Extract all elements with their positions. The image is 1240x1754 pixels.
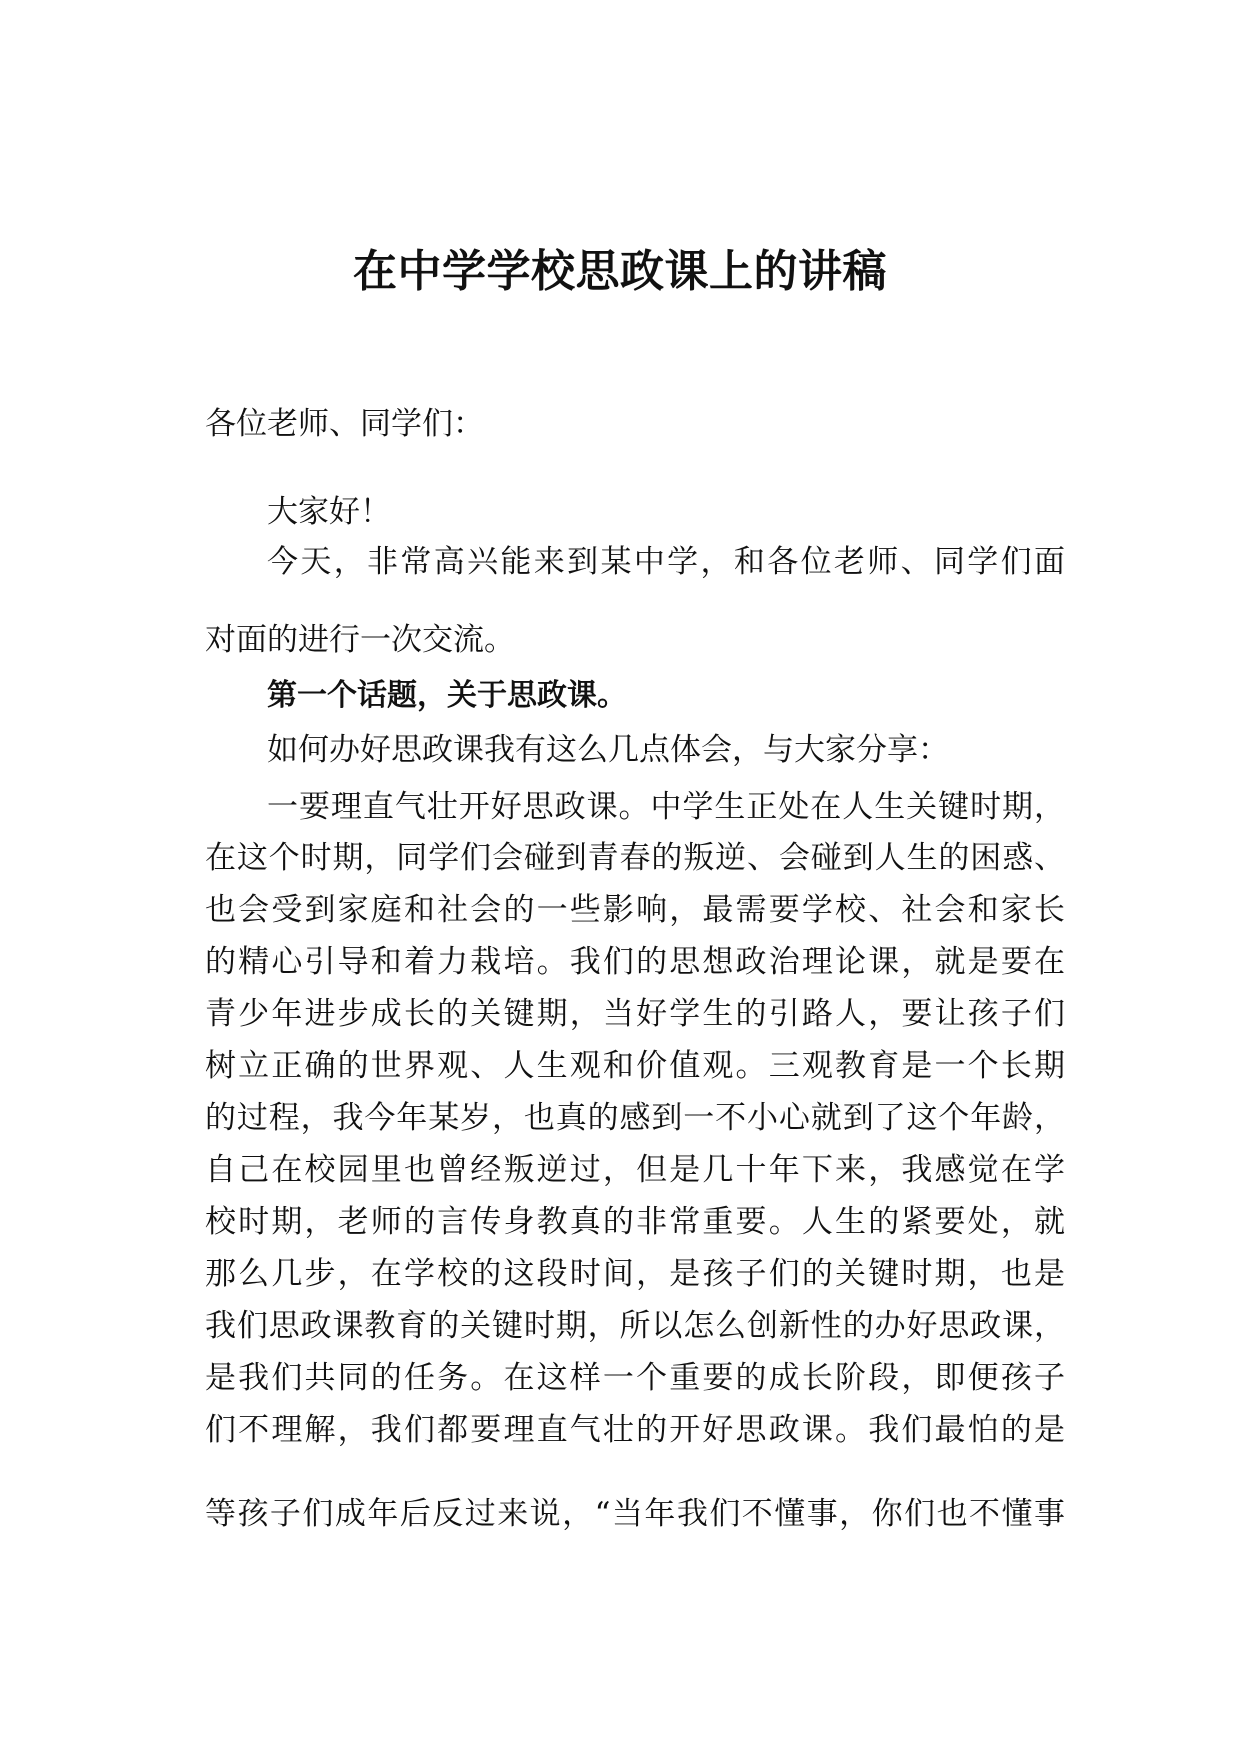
salutation: 各位老师、同学们： (205, 406, 484, 442)
paragraph-line: 自己在校园里也曾经叛逆过，但是几十年下来，我感觉在学 (205, 1152, 1065, 1188)
paragraph-line: 在这个时期，同学们会碰到青春的叛逆、会碰到人生的困惑、 (205, 840, 1065, 876)
paragraph-line: 等孩子们成年后反过来说，“当年我们不懂事，你们也不懂事 (205, 1496, 1065, 1532)
paragraph-line: 一要理直气壮开好思政课。中学生正处在人生关键时期， (267, 789, 1065, 825)
paragraph-line: 对面的进行一次交流。 (205, 622, 515, 658)
paragraph-line: 那么几步，在学校的这段时间，是孩子们的关键时期，也是 (205, 1256, 1065, 1292)
paragraph-line: 树立正确的世界观、人生观和价值观。三观教育是一个长期 (205, 1048, 1065, 1084)
paragraph-line: 的精心引导和着力栽培。我们的思想政治理论课，就是要在 (205, 944, 1065, 980)
paragraph-line: 青少年进步成长的关键期，当好学生的引路人，要让孩子们 (205, 996, 1065, 1032)
document-title: 在中学学校思政课上的讲稿 (353, 246, 887, 297)
section-heading: 第一个话题，关于思政课。 (267, 678, 627, 713)
paragraph-line: 的过程，我今年某岁，也真的感到一不小心就到了这个年龄， (205, 1100, 1065, 1136)
paragraph-line: 是我们共同的任务。在这样一个重要的成长阶段，即便孩子 (205, 1360, 1065, 1396)
paragraph-line: 我们思政课教育的关键时期，所以怎么创新性的办好思政课， (205, 1308, 1065, 1344)
greeting: 大家好！ (267, 494, 391, 530)
paragraph-line: 校时期，老师的言传身教真的非常重要。人生的紧要处，就 (205, 1204, 1065, 1240)
paragraph-line: 也会受到家庭和社会的一些影响，最需要学校、社会和家长 (205, 892, 1065, 928)
paragraph-line: 今天，非常高兴能来到某中学，和各位老师、同学们面 (267, 544, 1065, 580)
paragraph-line: 如何办好思政课我有这么几点体会，与大家分享： (267, 732, 949, 768)
paragraph-line: 们不理解，我们都要理直气壮的开好思政课。我们最怕的是 (205, 1412, 1065, 1448)
